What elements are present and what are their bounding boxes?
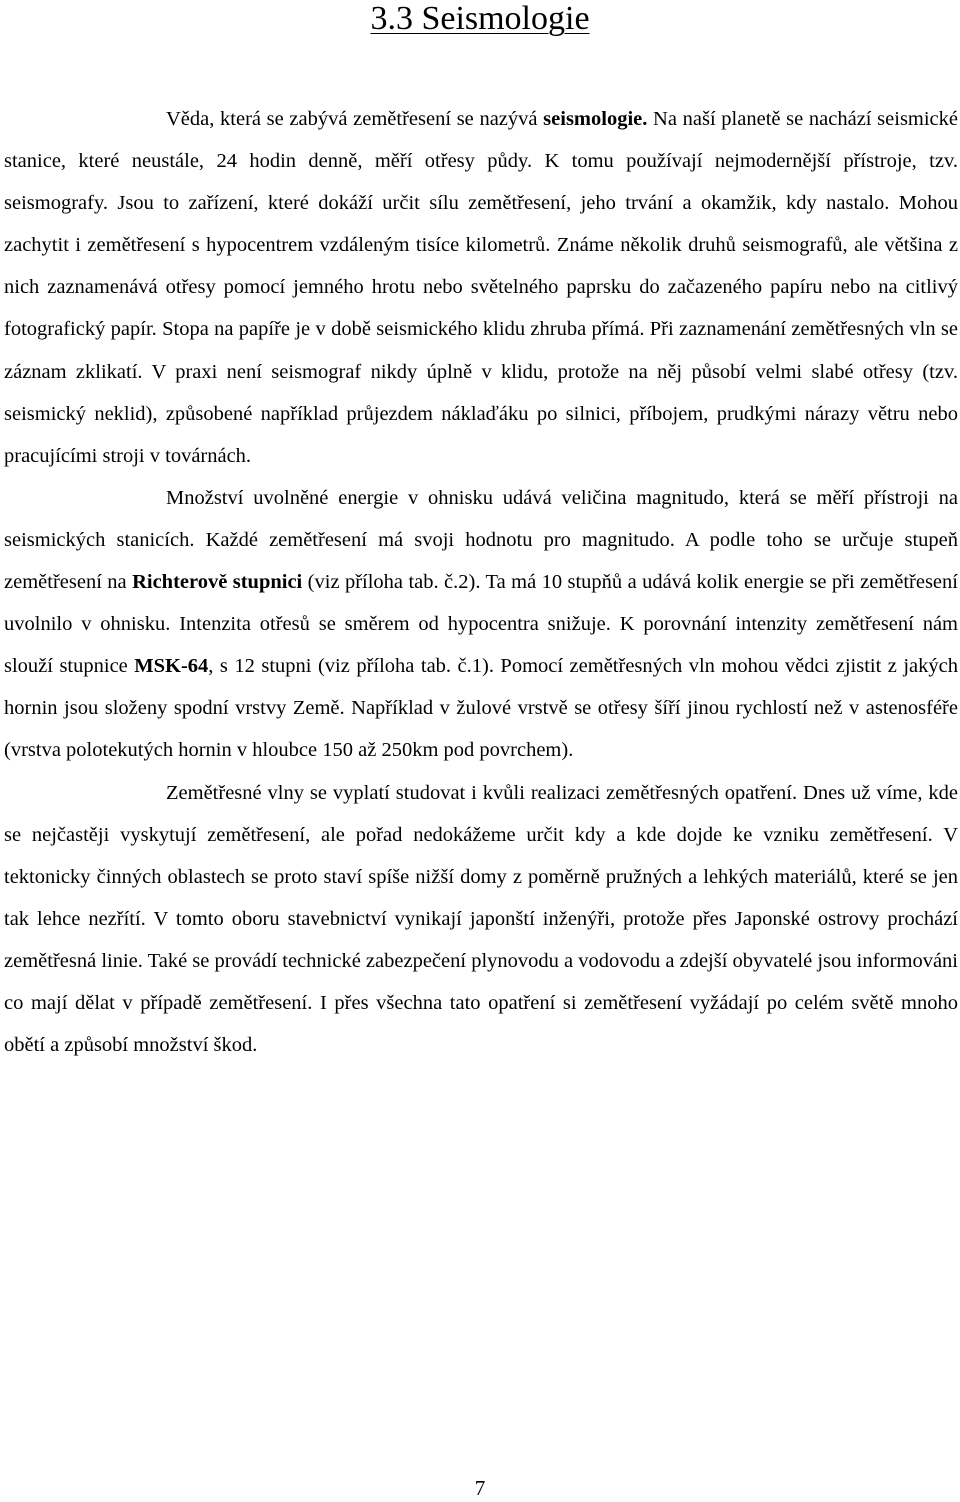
paragraph-text: Množství uvolněné energie v ohnisku udává veličina magnitudo, která se měří přístroji na seismických stanicích. Každé zemětřesení má svoji hodnotu pro magnitudo. A podle toho se určuje stupeň zemětřesení na [4, 486, 958, 594]
paragraph-text: , s 12 stupni (viz příloha tab. č.1). Pomocí zemětřesných vln mohou vědci zjistit z jakých hornin jsou složeny spodní vrstvy Země. Například v žulové vrstvě se otřesy šíří jinou rychlostí než v astenosféře (vrstva polotekutých hornin v hloubce 150 až 250km pod povrchem). [4, 655, 958, 762]
paragraph-text: Na naší planetě se nachází seismické stanice, které neustále, 24 hodin denně, měří otřesy půdy. K tomu používají nejmodernější přístroje, tzv. seismografy. Jsou to zařízení, které dokáží určit sílu zemětřesení, jeho trvání a okamžik, kdy nastalo. Mohou zachytit i zemětřesení s hypocentrem vzdáleným tisíce kilometrů. Známe několik druhů seismografů, ale většina z nich zaznamenává otřesy pomocí jemného hrotu nebo světelného paprsku do začazeného papíru nebo na citlivý fotografický papír. Stopa na papíře je v době seismického klidu zhruba přímá. Při zaznamenání zemětřesných vln se záznam zklikatí. V praxi není seismograf nikdy úplně v klidu, protože na něj působí velmi slabé otřesy (tzv. seismický neklid), způsobené například průjezdem náklaďáku po silnici, příbojem, prudkými nárazy větru nebo pracujícími stroji v továrnách. [4, 108, 959, 467]
term-seismologie: seismologie. [543, 108, 648, 130]
term-richter-scale: Richterově stupnici [132, 571, 303, 594]
section-heading-text: 3.3 Seismologie [370, 0, 590, 37]
page-number: 7 [474, 1476, 486, 1500]
section-heading [0, 0, 960, 40]
paragraph [4, 98, 958, 477]
paragraph [4, 477, 958, 772]
paragraph-text: Zemětřesné vlny se vyplatí studovat i kvůli realizaci zemětřesných opatření. Dnes už víme, kde se nejčastěji vyskytují zemětřesení, ale pořad nedokážeme určit kdy a kde dojde ke vzniku zemětřesení. V tektonicky činných oblastech se proto staví spíše nižší domy z poměrně pružných a lehkých materiálů, které se jen tak lehce nezřítí. V tomto oboru stavebnictví vynikají japonští inženýři, protože přes Japonské ostrovy prochází zemětřesná linie. Také se provádí technické zabezpečení plynovodu a vodovodu a zdejší obyvatelé jsou informováni co mají dělat v případě zemětřesení. I přes všechna tato opatření si zemětřesení vyžádají po celém světě mnoho obětí a způsobí množství škod. [4, 781, 958, 1057]
paragraph-text: (viz příloha tab. č.2). Ta má 10 stupňů a udává kolik energie se při zemětřesení uvolnilo v ohnisku. Intenzita otřesů se směrem od hypocentra snižuje. K porovnání intenzity zemětřesení nám slouží stupnice [4, 571, 958, 678]
paragraph [4, 772, 958, 1067]
body-text [4, 98, 958, 1066]
paragraph-text: Věda, která se zabývá zemětřesení se nazývá [166, 108, 544, 130]
term-msk-64: MSK-64 [134, 655, 209, 678]
